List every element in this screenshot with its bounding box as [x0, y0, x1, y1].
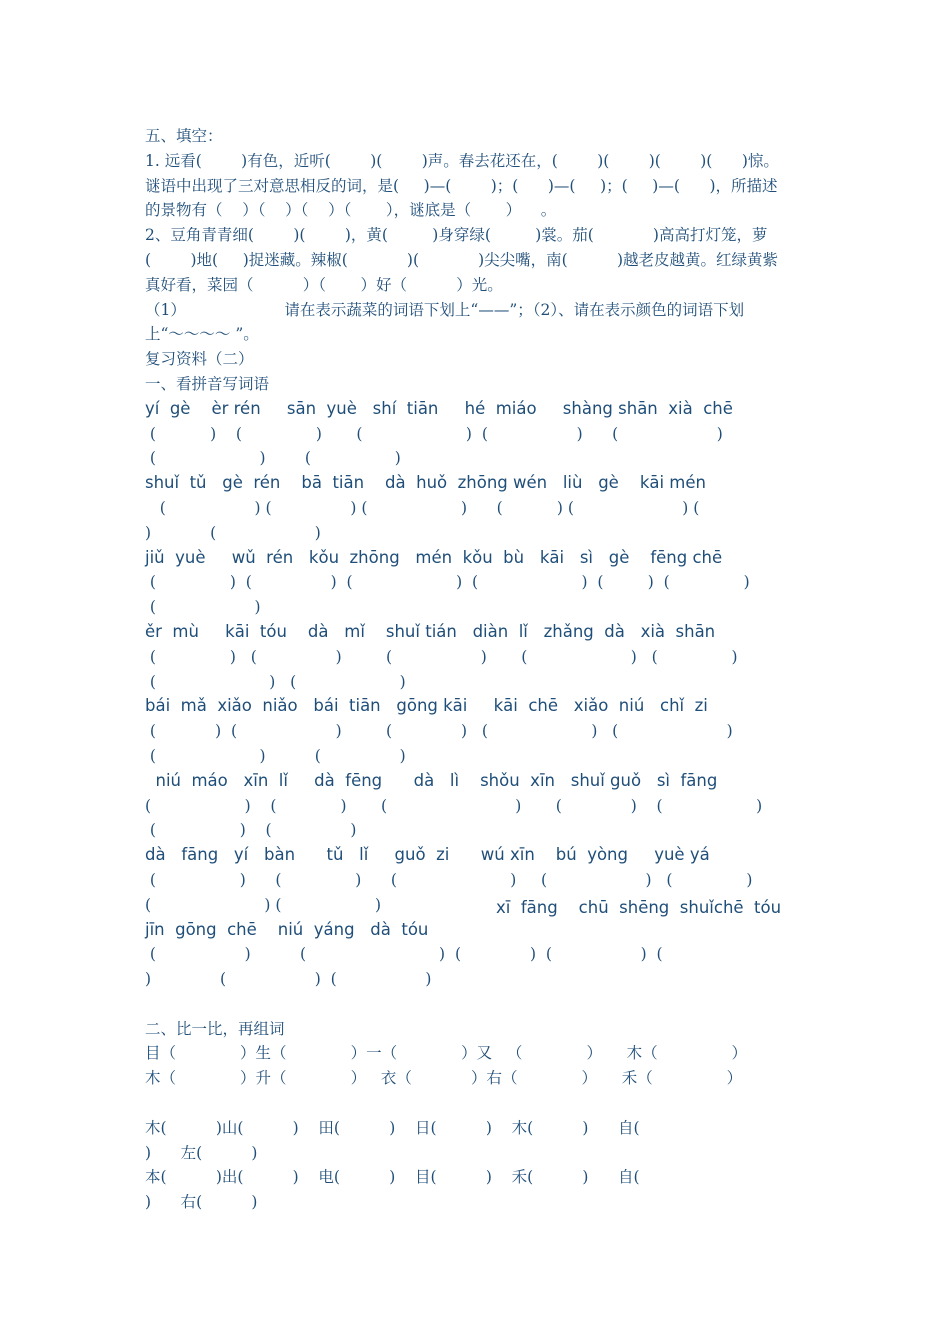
- text-line: 五、填空：: [145, 127, 223, 145]
- text-line: ( ) ( ) ( ) ( ) ( ): [145, 647, 738, 666]
- text-line: 谜语中出现了三对意思相反的词，是( )—( )；( )—( )；( )—( )，所描述: [145, 176, 778, 195]
- text-line: ) 右( ): [145, 1193, 258, 1212]
- text-line: 的景物有（ ）（ ）（ ）（ ），谜底是（ ） 。: [145, 201, 557, 220]
- pinyin-row: jīn gōng chē niú yáng dà tóu: [145, 919, 429, 939]
- text-line: 木（ ）升（ ） 衣（ ）右（ ） 禾（ ）: [145, 1069, 743, 1088]
- text-line: 木( )山( ) 田( ) 日( ) 木( ) 自(: [145, 1118, 640, 1137]
- pinyin-row: shuǐ tǔ gè rén bā tiān dà huǒ zhōng wén liù gè kāi mén: [145, 473, 706, 493]
- text-line: ( ) ( ): [145, 895, 382, 914]
- text-line: ( ) ( ): [145, 449, 401, 468]
- pinyin-row: yí gè èr rén sān yuè shí tiān hé miáo shàng shān xià chē: [145, 398, 733, 418]
- text-line: 上“～～～～ ”。: [145, 325, 259, 344]
- spacer-line: [145, 1091, 825, 1116]
- text-line: ) ( ) ( ): [145, 970, 432, 989]
- pinyin-row: jiǔ yuè wǔ rén kǒu zhōng mén kǒu bù kāi sì gè fēng chē: [145, 547, 723, 567]
- worksheet-lines: [145, 124, 825, 1215]
- worksheet-page: [145, 124, 825, 1215]
- pinyin-row: bái mǎ xiǎo niǎo bái tiān gōng kāi kāi chē xiǎo niú chǐ zi: [145, 696, 708, 716]
- text-line: ( ) ( ) ( ) ( ) ( ) (: [145, 498, 700, 517]
- text-line: ( ) ( ) ( ) ( ) (: [145, 945, 663, 964]
- text-line: ( )地( )捉迷藏。辣椒( )( )尖尖嘴，南( )越老皮越黄。红绿黄紫: [145, 250, 779, 269]
- text-line: （1） 请在表示蔬菜的词语下划上“——”；（2）、请在表示颜色的词语下划: [145, 300, 745, 319]
- text-line: 真好看，菜园（ ）（ ）好（ ）光。: [145, 275, 503, 294]
- text-line: ( ) ( ) ( ) ( ) ( ): [145, 722, 733, 741]
- text-line: 一、看拼音写词语: [145, 374, 270, 393]
- pinyin-row: dà fāng yí bàn tǔ lǐ guǒ zi wú xīn bú yòng yuè yá: [145, 845, 710, 865]
- text-line: ( ) ( ): [145, 746, 406, 765]
- text-line: ( ) ( ) ( ) ( ) ( ): [145, 796, 763, 815]
- text-line: ( ) ( ) ( ) ( ) ( ) ( ): [145, 573, 750, 592]
- text-line: 复习资料（二）: [145, 350, 254, 369]
- spacer-line: [145, 992, 825, 1017]
- text-line: ) 左( ): [145, 1143, 258, 1162]
- text-line: ( ) ( ) ( ) ( ) ( ): [145, 424, 723, 443]
- text-line: 二、比一比，再组词: [145, 1019, 285, 1038]
- text-line: 本( )出( ) 电( ) 目( ) 禾( ) 自(: [145, 1168, 640, 1187]
- text-line: ) ( ): [145, 523, 321, 542]
- text-line: ( ) ( ): [145, 821, 357, 840]
- text-line: 2、豆角青青细( )( )，黄( )身穿绿( )裳。茄( )高高打灯笼，萝: [145, 226, 768, 245]
- text-line: ( ) ( ) ( ) ( ) ( ): [145, 870, 753, 889]
- pinyin-row: ěr mù kāi tóu dà mǐ shuǐ tián diàn lǐ zhǎng dà xià shān: [145, 621, 716, 641]
- floating-pinyin-row: xī fāng chū shēng shuǐchē tóu: [496, 898, 782, 917]
- pinyin-row: niú máo xīn lǐ dà fēng dà lì shǒu xīn shuǐ guǒ sì fāng: [145, 770, 718, 790]
- text-line: ( ): [145, 598, 261, 617]
- text-line: 目（ ）生（ ）一（ ）又 （ ） 木（ ）: [145, 1044, 748, 1063]
- text-line: ( ) ( ): [145, 672, 406, 691]
- text-line: 1. 远看( )有色，近听( )( )声。春去花还在，( )( )( )( )惊。: [145, 151, 779, 170]
